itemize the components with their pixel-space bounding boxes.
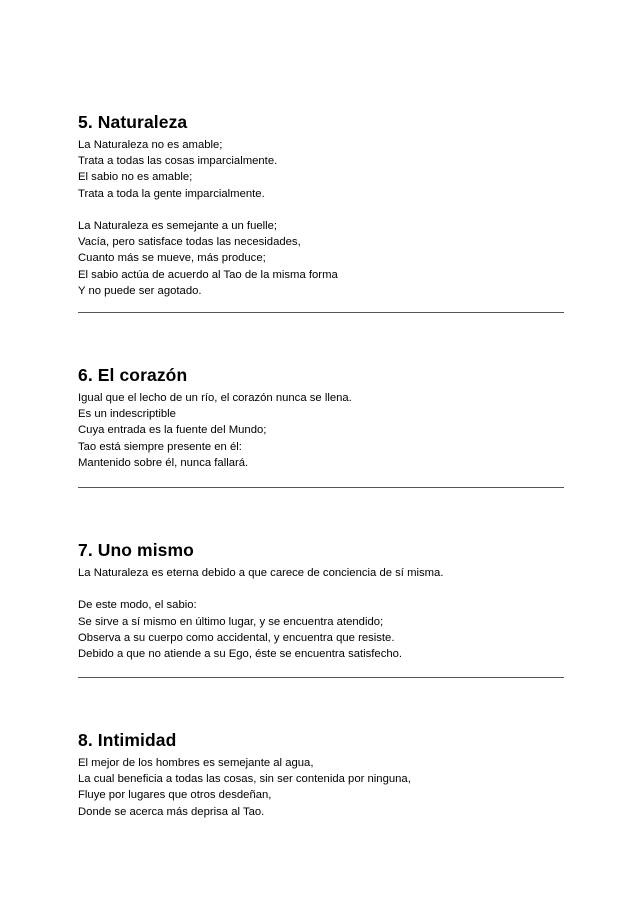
- verse-line: Fluye por lugares que otros desdeñan,: [78, 789, 272, 802]
- section-title: 7. Uno mismo: [78, 540, 194, 560]
- section-divider: [78, 677, 564, 678]
- section-6-el-corazon: [78, 364, 564, 471]
- verse-line: La Naturaleza no es amable;: [78, 139, 223, 151]
- verse-line: La Naturaleza es eterna debido a que carece de conciencia de sí misma.: [78, 567, 444, 579]
- verse-line: Igual que el lecho de un río, el corazón nunca se llena.: [78, 392, 352, 404]
- verse-line: De este modo, el sabio:: [78, 599, 197, 612]
- verse-line: La Naturaleza es semejante a un fuelle;: [78, 220, 278, 232]
- section-8-intimidad: [78, 729, 564, 820]
- verse-line: Se sirve a sí mismo en último lugar, y se encuentra atendido;: [78, 615, 384, 628]
- section-divider: [78, 487, 564, 488]
- section-title: 5. Naturaleza: [78, 112, 188, 132]
- section-title: 6. El corazón: [78, 365, 188, 385]
- section-5-naturaleza: [78, 111, 564, 299]
- verse-line: Cuya entrada es la fuente del Mundo;: [78, 424, 267, 437]
- section-7-uno-mismo: [78, 539, 564, 662]
- verse-line: Donde se acerca más deprisa al Tao.: [78, 805, 265, 818]
- verse-line: Vacía, pero satisface todas las necesidades,: [78, 236, 301, 249]
- verse-line: La cual beneficia a todas las cosas, sin ser contenida por ninguna,: [78, 773, 411, 786]
- stanza-break: [78, 202, 564, 218]
- verse-line: Debido a que no atiende a su Ego, éste se encuentra satisfecho.: [78, 648, 403, 660]
- section-title: 8. Intimidad: [78, 730, 177, 750]
- verse-line: Observa a su cuerpo como accidental, y encuentra que resiste.: [78, 631, 395, 644]
- verse-line: Y no puede ser agotado.: [78, 284, 202, 297]
- stanza-break: [78, 581, 564, 597]
- verse-line: El sabio actúa de acuerdo al Tao de la misma forma: [78, 268, 338, 281]
- verse-line: Trata a toda la gente imparcialmente.: [78, 187, 265, 200]
- verse-line: Mantenido sobre él, nunca fallará.: [78, 456, 249, 469]
- verse-line: Tao está siempre presente en él:: [78, 440, 242, 453]
- verse-line: Cuanto más se mueve, más produce;: [78, 252, 266, 265]
- verse-line: Trata a todas las cosas imparcialmente.: [78, 155, 278, 168]
- section-divider: [78, 312, 564, 313]
- verse-line: Es un indescriptible: [78, 408, 176, 421]
- verse-line: El sabio no es amable;: [78, 171, 193, 184]
- verse-line: El mejor de los hombres es semejante al agua,: [78, 757, 314, 769]
